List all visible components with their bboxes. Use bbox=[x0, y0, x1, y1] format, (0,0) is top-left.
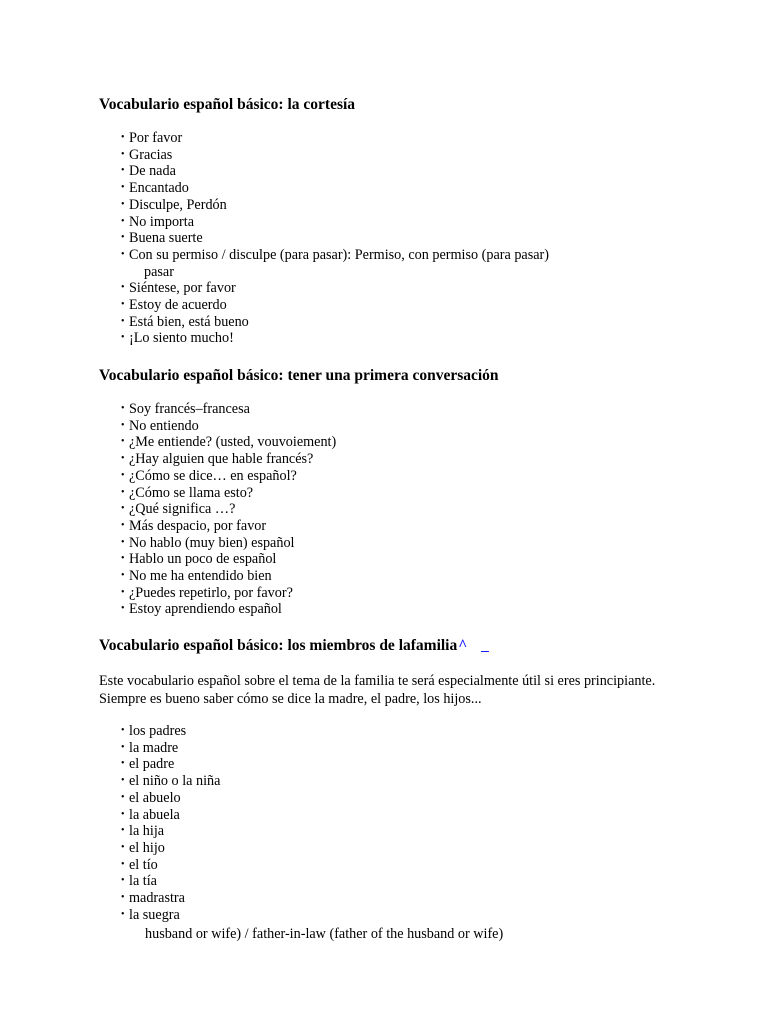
list-item: • Soy francés–francesa bbox=[121, 401, 336, 418]
list-item: • los padres bbox=[121, 723, 220, 740]
list-item: • el hijo bbox=[121, 840, 220, 857]
conversacion-list bbox=[121, 401, 336, 618]
list-item: • Hablo un poco de español bbox=[121, 551, 336, 568]
cortesia-list bbox=[121, 130, 549, 347]
list-item: • ¿Puedes repetirlo, por favor? bbox=[121, 585, 336, 602]
list-item: • Estoy de acuerdo bbox=[121, 297, 549, 314]
list-item: • No importa bbox=[121, 214, 549, 231]
link-underline[interactable] bbox=[481, 638, 489, 652]
list-item: • la suegra bbox=[121, 907, 220, 924]
list-item: • Estoy aprendiendo español bbox=[121, 601, 336, 618]
list-item: • ¡Lo siento mucho! bbox=[121, 330, 549, 347]
list-item: • el abuelo bbox=[121, 790, 220, 807]
list-item: • Buena suerte bbox=[121, 230, 549, 247]
list-item: • Disculpe, Perdón bbox=[121, 197, 549, 214]
section-heading-familia: Vocabulario español básico: los miembros de lafamilia^ bbox=[99, 636, 489, 656]
list-item: • la abuela bbox=[121, 807, 220, 824]
list-item: • No me ha entendido bien bbox=[121, 568, 336, 585]
list-item: • ¿Qué significa …? bbox=[121, 501, 336, 518]
list-item: • la madre bbox=[121, 740, 220, 757]
list-item: • ¿Cómo se dice… en español? bbox=[121, 468, 336, 485]
list-item: • Con su permiso / disculpe (para pasar): Permiso, con permiso (para pasar) pasar bbox=[121, 247, 549, 280]
list-item: • No entiendo bbox=[121, 418, 336, 435]
section-heading-conversacion: Vocabulario español básico: tener una primera conversación bbox=[99, 367, 499, 384]
list-item: • el niño o la niña bbox=[121, 773, 220, 790]
list-item: • Por favor bbox=[121, 130, 549, 147]
list-item: • No hablo (muy bien) español bbox=[121, 535, 336, 552]
list-item: • ¿Cómo se llama esto? bbox=[121, 485, 336, 502]
familia-intro-paragraph: Este vocabulario español sobre el tema de la familia te será especialmente útil si eres principiante. Siempre es bueno saber cómo se dice la madre, el padre, los hijos... bbox=[99, 673, 656, 707]
list-item-continuation: pasar bbox=[144, 263, 174, 280]
list-item: • ¿Hay alguien que hable francés? bbox=[121, 451, 336, 468]
list-item: • el padre bbox=[121, 756, 220, 773]
list-item: • la hija bbox=[121, 823, 220, 840]
list-item: • ¿Me entiende? (usted, vouvoiement) bbox=[121, 434, 336, 451]
familia-list bbox=[121, 723, 220, 923]
list-item: • Encantado bbox=[121, 180, 549, 197]
list-item: • Gracias bbox=[121, 147, 549, 164]
trailing-fragment-text: husband or wife) / father-in-law (father of the husband or wife) bbox=[145, 926, 504, 942]
list-item: • De nada bbox=[121, 163, 549, 180]
list-item: • Siéntese, por favor bbox=[121, 280, 549, 297]
section-heading-cortesia: Vocabulario español básico: la cortesía bbox=[99, 96, 356, 113]
list-item: • Está bien, está bueno bbox=[121, 314, 549, 331]
list-item: • madrastra bbox=[121, 890, 220, 907]
list-item: • Más despacio, por favor bbox=[121, 518, 336, 535]
list-item: • la tía bbox=[121, 873, 220, 890]
list-item: • el tío bbox=[121, 857, 220, 874]
back-to-top-link[interactable]: ^ bbox=[458, 637, 468, 654]
